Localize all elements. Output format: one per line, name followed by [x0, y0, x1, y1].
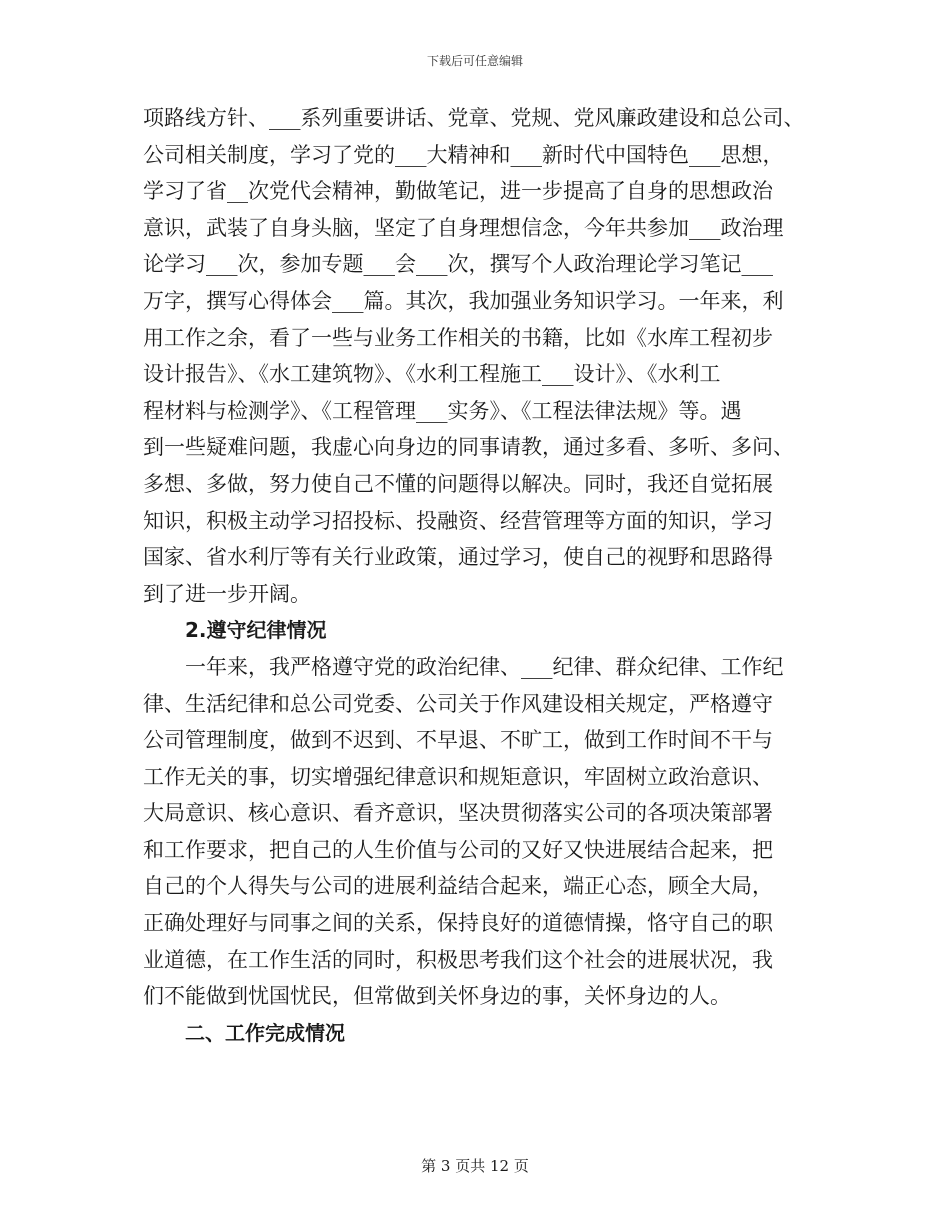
paragraph-line: 到一些疑难问题，我虚心向身边的同事请教，通过多看、多听、多问、 — [143, 435, 794, 460]
page-footer: 第 3 页共 12 页 — [421, 1157, 529, 1175]
paragraph-line: 万字，撰写心得体会___篇。其次，我加强业务知识学习。一年来，利 — [143, 288, 784, 313]
paragraph-line: 和工作要求，把自己的人生价值与公司的又好又快进展结合起来，把 — [143, 837, 773, 862]
paragraph-line: 到了进一步开阔。 — [143, 581, 311, 606]
section-heading: 二、工作完成情况 — [185, 1020, 345, 1045]
paragraph-line: 大局意识、核心意识、看齐意识，坚决贯彻落实公司的各项决策部署 — [143, 801, 773, 826]
paragraph-line: 工作无关的事，切实增强纪律意识和规矩意识，牢固树立政治意识、 — [143, 764, 773, 789]
paragraph-line: 意识，武装了自身头脑，坚定了自身理想信念，今年共参加___政治理 — [143, 215, 784, 240]
paragraph-line: 自己的个人得失与公司的进展利益结合起来，端正心态，顾全大局， — [143, 874, 773, 899]
paragraph-line: 多想、多做，努力使自己不懂的问题得以解决。同时，我还自觉拓展 — [143, 471, 773, 496]
paragraph-line: 们不能做到忧国忧民，但常做到关怀身边的事，关怀身边的人。 — [143, 984, 731, 1009]
paragraph-line: 用工作之余，看了一些与业务工作相关的书籍，比如《水库工程初步 — [143, 325, 773, 350]
paragraph-line: 国家、省水利厅等有关行业政策，通过学习，使自己的视野和思路得 — [143, 545, 773, 570]
paragraph-line: 正确处理好与同事之间的关系，保持良好的道德情操，恪守自己的职 — [143, 911, 773, 936]
paragraph-line: 论学习___次，参加专题___会___次，撰写个人政治理论学习笔记___ — [143, 252, 773, 277]
document-body — [143, 100, 823, 1051]
paragraph-line: 业道德，在工作生活的同时，积极思考我们这个社会的进展状况，我 — [143, 947, 773, 972]
section-heading: 2.遵守纪律情况 — [185, 618, 327, 643]
paragraph-line: 程材料与检测学》、《工程管理___实务》、《工程法律法规》等。遇 — [143, 398, 742, 423]
paragraph-line: 设计报告》、《水工建筑物》、《水利工程施工___设计》、《水利工 — [143, 362, 721, 387]
page-header: 下载后可任意编辑 — [426, 54, 523, 68]
paragraph-line: 项路线方针、___系列重要讲话、党章、党规、党风廉政建设和总公司、 — [143, 106, 805, 130]
paragraph-line: 公司管理制度，做到不迟到、不早退、不旷工，做到工作时间不干与 — [143, 728, 773, 753]
paragraph-line: 律、生活纪律和总公司党委、公司关于作风建设相关规定，严格遵守 — [143, 691, 773, 716]
paragraph-line: 学习了省__次党代会精神，勤做笔记，进一步提高了自身的思想政治 — [143, 179, 773, 204]
paragraph-line: 公司相关制度，学习了党的___大精神和___新时代中国特色___思想， — [143, 142, 784, 167]
paragraph-line: 一年来，我严格遵守党的政治纪律、___纪律、群众纪律、工作纪 — [185, 654, 784, 679]
paragraph-line: 知识，积极主动学习招投标、投融资、经营管理等方面的知识，学习 — [143, 508, 773, 533]
